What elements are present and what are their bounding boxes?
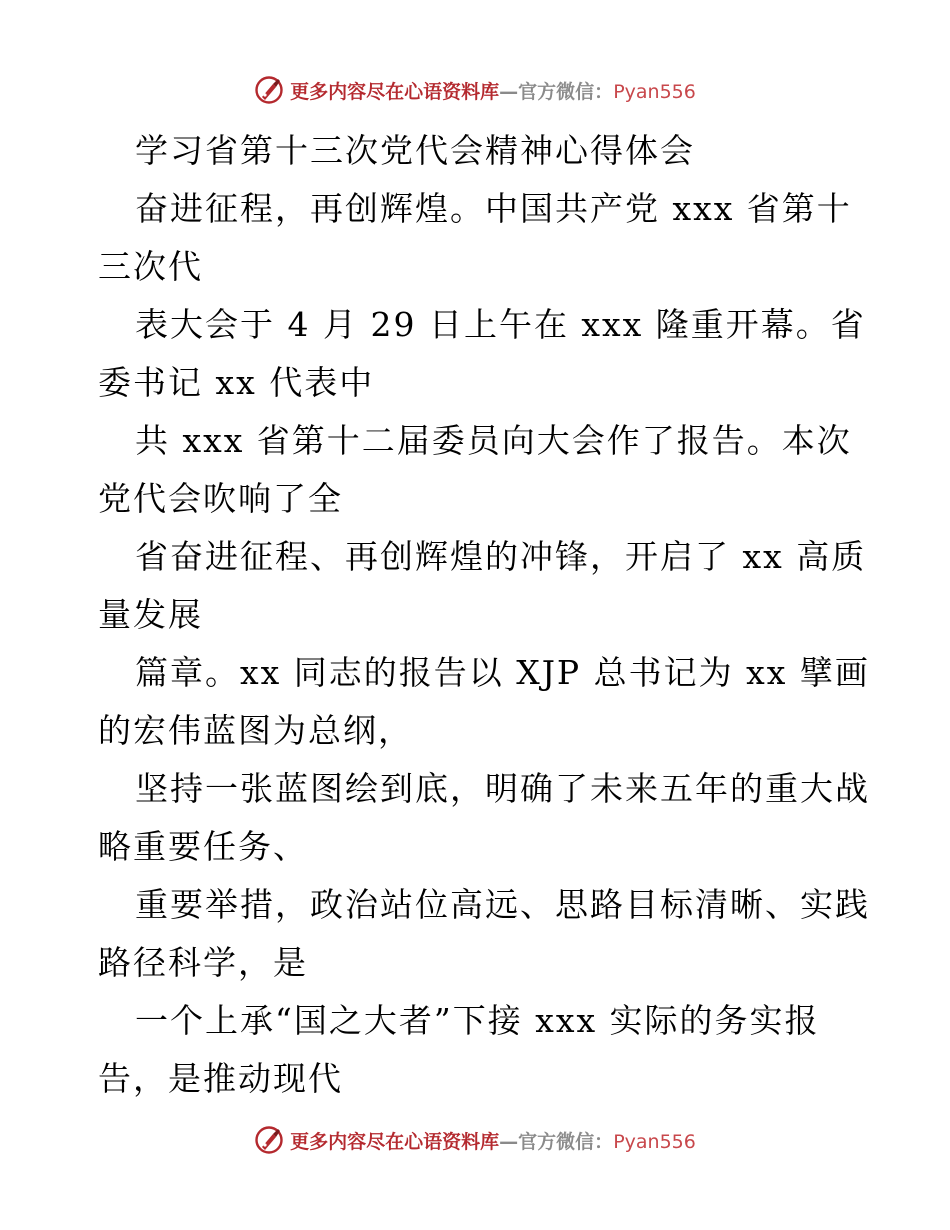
footer-banner [0,1120,950,1160]
document-title: 学习省第十三次党代会精神心得体会 [135,131,695,170]
paragraph-line: 省奋进征程、再创辉煌的冲锋，开启了 xx 高质 [135,537,867,576]
pen-logo-icon [254,75,284,105]
paragraph-line: 量发展 [98,595,203,634]
paragraph-line: 委书记 xx 代表中 [98,363,375,402]
header-banner-text [290,77,696,104]
paragraph-line: 篇章。xx 同志的报告以 XJP 总书记为 xx 擘画 [135,653,870,692]
pen-logo-icon [254,1125,284,1155]
paragraph-line: 略重要任务、 [98,827,308,866]
document-body [98,122,870,1108]
footer-brand: 更多内容尽在心语资料库 [290,1130,500,1153]
header-brand: 更多内容尽在心语资料库 [290,80,500,103]
footer-official: 官方微信 [518,1130,595,1153]
header-wechat-id: Pyan556 [613,80,696,103]
header-official: 官方微信 [518,80,595,103]
footer-wechat-id: Pyan556 [613,1130,696,1153]
paragraph-line: 的宏伟蓝图为总纲， [98,711,413,750]
paragraph-line: 三次代 [98,247,203,286]
paragraph-line: 共 xxx 省第十二届委员向大会作了报告。本次 [135,421,852,460]
header-separator: — [499,80,519,103]
paragraph-line: 奋进征程，再创辉煌。中国共产党 xxx 省第十 [135,189,852,228]
paragraph-line: 表大会于 4 月 29 日上午在 xxx 隆重开幕。省 [135,305,866,344]
paragraph-line: 路径科学，是 [98,943,308,982]
paragraph-line: 告，是推动现代 [98,1059,343,1098]
header-colon: ： [594,80,614,103]
paragraph-line: 一个上承“国之大者”下接 xxx 实际的务实报 [135,1001,820,1040]
footer-separator: — [499,1130,519,1153]
paragraph-line: 重要举措，政治站位高远、思路目标清晰、实践 [135,885,870,924]
paragraph-line: 坚持一张蓝图绘到底，明确了未来五年的重大战 [135,769,870,808]
footer-banner-text [290,1127,696,1154]
header-banner [0,70,950,110]
footer-colon: ： [594,1130,614,1153]
paragraph-line: 党代会吹响了全 [98,479,343,518]
